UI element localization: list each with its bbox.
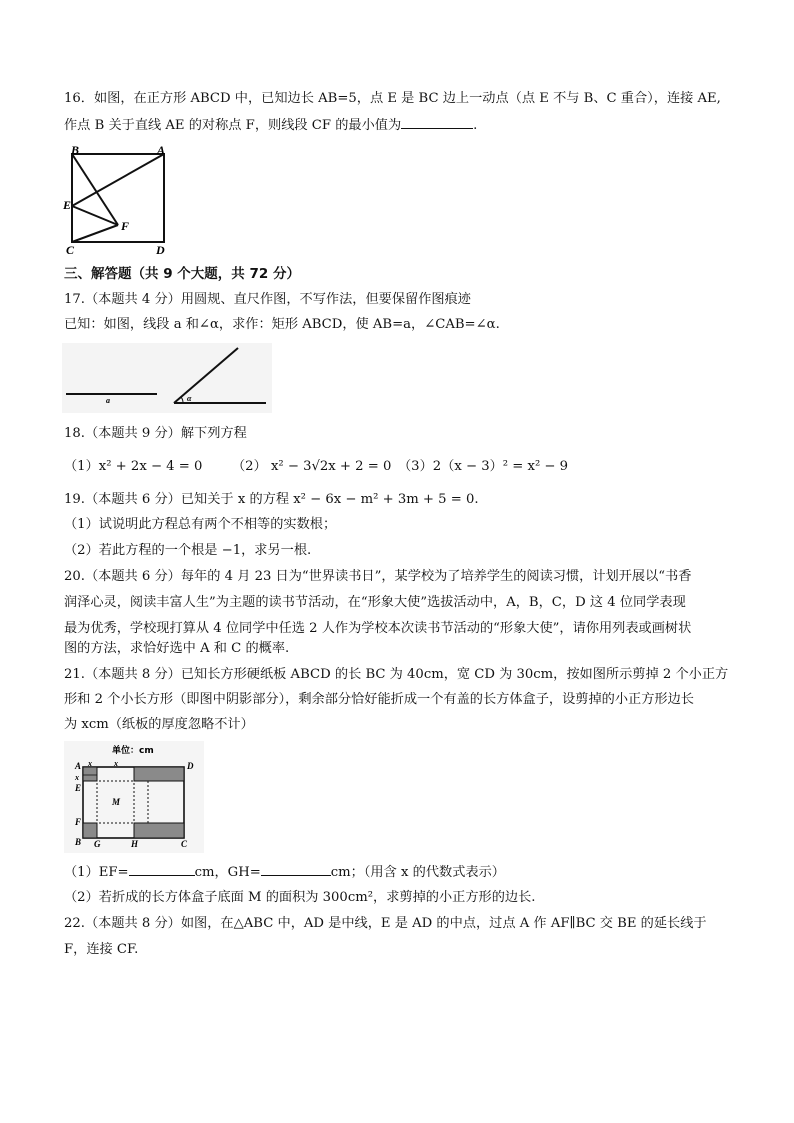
q20-line1: 20.（本题共 6 分）每年的 4 月 23 日为“世界读书日”，某学校为了培养学生的阅读习惯，计划开展以“书香 — [64, 569, 692, 584]
q16-line2 — [64, 116, 477, 135]
square-figure — [62, 143, 172, 257]
label-D: D — [156, 243, 165, 257]
label-C: C — [181, 839, 188, 849]
label-a: a — [106, 396, 110, 405]
q17-line1: 17.（本题共 4 分）用圆规、直尺作图，不写作法，但要保留作图痕迹 — [64, 292, 471, 307]
q21-p2: （2）若折成的长方体盒子底面 M 的面积为 300cm²，求剪掉的小正方形的边长. — [64, 890, 536, 905]
q17-line2: 已知：如图，线段 a 和∠α，求作：矩形 ABCD，使 AB=a，∠CAB=∠α. — [64, 317, 500, 332]
q21-p1-c: cm；（用含 x 的代数式表示） — [330, 865, 505, 880]
q22-line1: 22.（本题共 8 分）如图，在△ABC 中，AD 是中线，E 是 AD 的中点，过点 A 作 AF∥BC 交 BE 的延长线于 — [64, 916, 707, 931]
q16-line1: 16．如图，在正方形 ABCD 中，已知边长 AB=5，点 E 是 BC 边上一动点（点 E 不与 B、C 重合），连接 AE, — [64, 91, 721, 106]
q19-line3: （2）若此方程的一个根是 −1，求另一根. — [64, 543, 312, 558]
label-G: G — [94, 839, 101, 849]
label-M: M — [112, 797, 121, 807]
q21-line3: 为 xcm（纸板的厚度忽略不计） — [64, 717, 254, 732]
q21-line1: 21.（本题共 8 分）已知长方形硬纸板 ABCD 的长 BC 为 40cm，宽 CD 为 30cm，按如图所示剪掉 2 个小正方 — [64, 667, 729, 682]
q19-line1: 19.（本题共 6 分）已知关于 x 的方程 x² − 6x − m² + 3m + 5 = 0. — [64, 492, 479, 507]
q18-p3: （3）2（x − 3）² = x² − 9 — [398, 459, 569, 474]
label-B: B — [75, 837, 82, 847]
q19-line2: （1）试说明此方程总有两个不相等的实数根； — [64, 517, 337, 532]
label-F: F — [75, 817, 82, 827]
q20-line3: 最为优秀，学校现打算从 4 位同学中任选 2 人作为学校本次读书节活动的“形象大使”，请你用列表或画树状 — [64, 621, 692, 636]
q21-p1 — [64, 863, 505, 882]
label-C: C — [66, 243, 75, 257]
label-x-top1: x — [88, 759, 92, 768]
ef-blank — [129, 863, 195, 876]
q16-line2-text: 作点 B 关于直线 AE 的对称点 F，则线段 CF 的最小值为 — [64, 118, 402, 133]
q18-p1: （1）x² + 2x − 4 = 0 — [64, 459, 203, 474]
label-F: F — [121, 219, 130, 233]
label-A: A — [75, 761, 82, 771]
unit-label: 单位：cm — [112, 746, 154, 756]
label-H: H — [131, 839, 139, 849]
label-E: E — [75, 783, 82, 793]
gh-blank — [261, 863, 331, 876]
q18-line1: 18.（本题共 9 分）解下列方程 — [64, 426, 247, 441]
section-heading: 三、解答题（共 9 个大题，共 72 分） — [64, 266, 300, 282]
q16-end: . — [473, 118, 478, 133]
q20-line2: 润泽心灵，阅读丰富人生”为主题的读书节活动，在“形象大使”选拔活动中，A，B，C，D 这 4 位同学表现 — [64, 595, 686, 610]
q21-p1-a: （1）EF= — [64, 865, 129, 880]
label-B: B — [71, 143, 80, 157]
label-A: A — [157, 143, 166, 157]
label-alpha: α — [187, 394, 192, 403]
q18-p2: （2） x² − 3√2x + 2 = 0 — [232, 459, 392, 474]
q20-line4: 图的方法，求恰好选中 A 和 C 的概率. — [64, 641, 290, 656]
q22-line2: F，连接 CF. — [64, 942, 139, 957]
segment-angle-figure — [62, 343, 272, 415]
q21-p1-b: cm，GH= — [194, 865, 261, 880]
q21-line2: 形和 2 个小长方形（即图中阴影部分），剩余部分恰好能折成一个有盖的长方体盒子，设剪掉的小正方形边长 — [64, 692, 694, 707]
answer-blank — [401, 116, 473, 129]
label-E: E — [63, 198, 72, 212]
label-x-top2: x — [114, 759, 118, 768]
label-x-side: x — [75, 773, 79, 782]
cardboard-figure — [64, 741, 204, 853]
label-D: D — [187, 761, 194, 771]
